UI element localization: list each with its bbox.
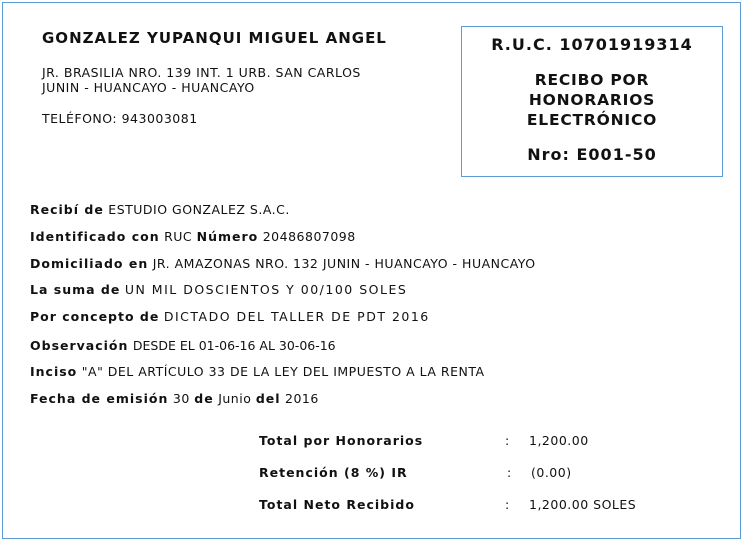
retencion-colon: : bbox=[507, 465, 512, 480]
total-honorarios-label: Total por Honorarios bbox=[259, 433, 424, 448]
suma-label: La suma de bbox=[30, 282, 121, 297]
domic-label: Domiciliado en bbox=[30, 256, 149, 271]
concepto-value: DICTADO DEL TALLER DE PDT 2016 bbox=[163, 309, 430, 324]
retencion-value: (0.00) bbox=[531, 465, 572, 480]
recibi-label: Recibí de bbox=[30, 202, 104, 217]
fecha-month: Junio bbox=[218, 391, 252, 406]
domic-value: JR. AMAZONAS NRO. 132 JUNIN - HUANCAYO - HUANCAYO bbox=[152, 256, 536, 271]
inciso-value: "A" DEL ARTÍCULO 33 DE LA LEY DEL IMPUESTO A LA RENTA bbox=[81, 364, 485, 379]
total-honorarios-value: 1,200.00 bbox=[529, 433, 589, 448]
ruc-number: R.U.C. 10701919314 bbox=[491, 35, 693, 54]
inciso-label: Inciso bbox=[30, 364, 78, 379]
fecha-label: Fecha de emisión bbox=[30, 391, 169, 406]
fecha-day: 30 bbox=[172, 391, 190, 406]
ident-num-value: 20486807098 bbox=[262, 229, 356, 244]
total-neto-colon: : bbox=[505, 497, 510, 512]
recibi-value: ESTUDIO GONZALEZ S.A.C. bbox=[108, 202, 290, 217]
total-neto-value: 1,200.00 SOLES bbox=[529, 497, 637, 512]
ident-num-label: Número bbox=[196, 229, 259, 244]
issuer-address-line2: JUNIN - HUANCAYO - HUANCAYO bbox=[42, 80, 255, 95]
ident-label: Identificado con bbox=[30, 229, 160, 244]
row-inciso bbox=[30, 364, 485, 379]
concepto-label: Por concepto de bbox=[30, 309, 160, 324]
receipt-title bbox=[462, 70, 722, 130]
ident-doc: RUC bbox=[164, 229, 193, 244]
total-neto-label: Total Neto Recibido bbox=[259, 497, 415, 512]
receipt-title-line2: HONORARIOS bbox=[528, 91, 656, 109]
row-fecha bbox=[30, 391, 319, 406]
suma-value: UN MIL DOSCIENTOS Y 00/100 SOLES bbox=[124, 282, 408, 297]
ruc-box bbox=[461, 26, 723, 177]
row-observacion bbox=[30, 338, 336, 353]
issuer-phone: TELÉFONO: 943003081 bbox=[42, 111, 198, 126]
retencion-label: Retención (8 %) IR bbox=[259, 465, 408, 480]
receipt-title-line1: RECIBO POR bbox=[534, 71, 650, 89]
receipt-number: Nro: E001-50 bbox=[527, 145, 657, 164]
row-domiciliado bbox=[30, 256, 536, 271]
obs-label: Observación bbox=[30, 338, 129, 353]
row-identificado bbox=[30, 229, 356, 244]
obs-value: DESDE EL 01-06-16 AL 30-06-16 bbox=[132, 338, 336, 353]
fecha-de: de bbox=[194, 391, 214, 406]
total-honorarios-colon: : bbox=[505, 433, 510, 448]
row-concepto bbox=[30, 309, 430, 324]
issuer-address-line1: JR. BRASILIA NRO. 139 INT. 1 URB. SAN CARLOS bbox=[42, 65, 361, 80]
row-recibi bbox=[30, 202, 290, 217]
row-suma bbox=[30, 282, 407, 297]
fecha-year: 2016 bbox=[285, 391, 319, 406]
issuer-name: GONZALEZ YUPANQUI MIGUEL ANGEL bbox=[42, 29, 387, 47]
fecha-del: del bbox=[255, 391, 281, 406]
receipt-title-line3: ELECTRÓNICO bbox=[526, 111, 658, 129]
